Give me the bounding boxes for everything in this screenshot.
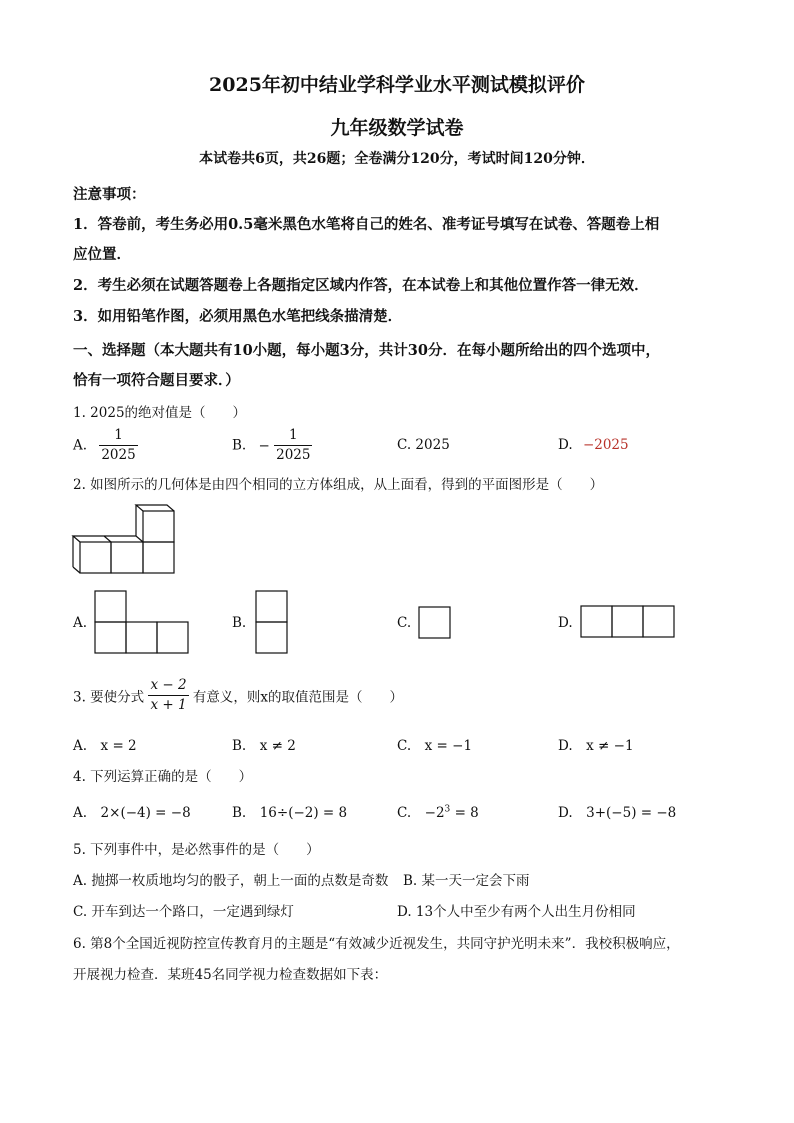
question-5-stem: 5. 下列事件中，是必然事件的是（ ） [73,842,320,858]
note-item-1-cont: 应位置． [73,246,131,263]
q1-option-a: A. $\frac{1}{2025}$ [73,427,136,463]
q5-option-d: D. 13个人中至少有两个人出生月份相同 [397,904,636,920]
q3-denominator: x + 1 [150,697,187,713]
q2-option-a-label: A. [73,615,88,631]
q1-d-value: −2025 [582,437,629,453]
q1-option-b: B. − $\frac{1}{2025}$ [232,427,311,463]
question-4-stem: 4. 下列运算正确的是（ ） [73,769,253,785]
q2-option-b-label: B. [232,615,247,631]
q4-c-exponent: 3 [444,804,451,815]
exam-subtitle: 九年级数学试卷 [330,117,464,139]
q4-option-a: A. 2×(−4) = −8 [73,805,191,821]
q3-option-b: B. x ≠ 2 [232,738,296,754]
section-heading: 一、选择题（本大题共有10小题，每小题3分，共计30分．在每小题所给出的四个选项中， [73,342,660,359]
note-item-3: 3．如用铅笔作图，必须用黑色水笔把线条描清楚． [73,308,403,325]
q3-option-a: A. x = 2 [73,738,137,754]
q2-option-c-label: C. [397,615,412,631]
question-1-stem: 1. 2025的绝对值是（ ） [73,405,247,421]
q1-a-numerator: 1 [99,427,137,446]
q1-b-numerator: 1 [274,427,312,446]
note-item-2: 2．考生必须在试题答题卷上各题指定区域内作答，在本试卷上和其他位置作答一律无效． [73,277,649,294]
q3-option-c: C. x = −1 [397,738,473,754]
exam-info: 本试卷共6页，共26题；全卷满分120分，考试时间120分钟． [199,151,595,167]
note-item-1: 1．答卷前，考生务必用0.5毫米黑色水笔将自己的姓名、准考证号填写在试卷、答题卷上相 [73,216,660,233]
q2-option-a-figure [94,590,191,654]
question-2-stem: 2. 如图所示的几何体是由四个相同的立方体组成，从上面看，得到的平面图形是（ ） [73,477,604,493]
q4-option-b: B. 16÷(−2) = 8 [232,805,348,821]
q3-numerator: x − 2 [148,677,188,696]
q2-option-b-figure [255,590,289,654]
q2-option-d-figure [580,605,677,638]
exam-title: 2025年初中结业学科学业水平测试模拟评价 [209,74,585,96]
q5-option-c: C. 开车到达一个路口，一定遇到绿灯 [73,904,294,920]
q5-option-a: A. 抛掷一枚质地均匀的骰子，朝上一面的点数是奇数 [73,873,389,889]
question-6-stem: 6. 第8个全国近视防控宣传教育月的主题是“有效减少近视发生，共同守护光明未来”．我校积极响应， [73,936,680,952]
q1-option-c: C. 2025 [397,437,450,453]
question-3-stem: 3. 要使分式 $\frac{x - 2}{x + 1}$ 有意义，则x的取值范围是（ ） [73,677,403,713]
q2-option-d-label: D. [558,615,573,631]
q4-option-c: C. $-2^3 = 8$ [397,804,479,821]
cube-solid-figure [70,500,182,580]
question-6-stem-cont: 开展视力检查．某班45名同学视力检查数据如下表： [73,967,388,983]
q3-option-d: D. x ≠ −1 [558,738,634,754]
notes-heading: 注意事项： [73,186,146,203]
q1-a-denominator: 2025 [101,447,136,463]
q5-option-b: B. 某一天一定会下雨 [403,873,530,889]
q1-option-d: D. −2025 [558,437,629,453]
q2-option-c-figure [418,606,452,639]
q4-option-d: D. 3+(−5) = −8 [558,805,677,821]
q1-b-denominator: 2025 [276,447,311,463]
section-heading-cont: 恰有一项符合题目要求．） [73,372,240,389]
